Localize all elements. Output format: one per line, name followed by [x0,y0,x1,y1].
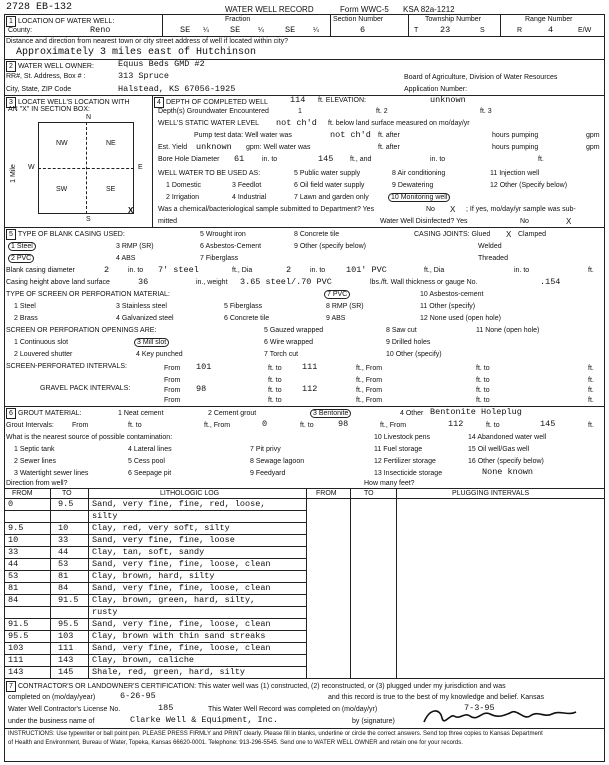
diam-ftdia-2: ft., Dia [424,267,445,274]
casing-pvc-selected: 2 PVC [8,254,34,263]
log-cell-from: 53 [8,571,19,581]
screen-abs: 9 ABS [326,315,346,322]
nw-label: NW [56,140,68,147]
chem-no: No [426,206,435,213]
log-cell-to: 81 [58,571,69,581]
se-label: SE [106,186,116,193]
grout-other: 4 Other [400,410,424,417]
pump-label: Pump test data: Well water was [194,132,292,139]
quarter-mark: ¼ [258,27,264,34]
grout-to: 98 [338,419,349,429]
screen-steel: 1 Steel [14,303,36,310]
fraction-label: Fraction [225,16,251,23]
diam-2: 2 [286,265,292,275]
grout-intervals-label: Grout Intervals: [6,422,54,429]
joints-clamped: Clamped [518,231,547,238]
opening-drilled: 9 Drilled holes [386,339,431,346]
elevation-value: unknown [430,95,466,105]
log-row-divider [4,606,306,607]
diam-1: 2 [104,265,110,275]
log-cell-desc: Clay, red, very soft, silty [92,523,230,533]
height-value: 36 [138,277,149,287]
address-label: RR#, St. Address, Box # : [6,73,86,80]
screen-fiberglass: 5 Fiberglass [224,303,263,310]
gravel-to: 112 [302,384,318,394]
screen-label: TYPE OF SCREEN OR PERFORATION MATERIAL: [6,291,170,298]
form-title: WATER WELL RECORD [225,5,314,14]
screen-concrete: 6 Concrete tile [224,315,270,322]
contam-abandoned: 14 Abandoned water well [468,434,547,441]
log-cell-from: 0 [8,499,14,509]
certification-text-2: and this record is true to the best of my knowledge and belief. Kansas [328,694,544,701]
use-irrigation: 2 Irrigation [166,194,200,201]
use-lawn: 7 Lawn and garden only [294,194,369,201]
log-cell-from: 143 [8,667,24,677]
use-monitoring-selected: 10 Monitoring well [388,193,450,202]
log-cell-from: 9.5 [8,523,24,533]
casing-steel-selected: 1 Steel [8,242,36,251]
pump-value: not ch'd [330,130,371,140]
grout-bentonite-selected: 3 Bentonite [310,409,351,418]
mitted-label: mitted [158,218,178,225]
log-cell-desc: Clay, brown, hard, silty [92,571,215,581]
opening-other: 10 Other (specify) [386,351,442,358]
weight-value: 3.65 steel/.70 PVC [240,277,332,287]
screen-galvanized: 4 Galvanized steel [116,315,174,322]
log-cell-desc: Sand, very fine, fine, loose, clean [92,619,271,629]
use-injection: 11 Injection well [490,170,540,177]
use-domestic: 1 Domestic [166,182,202,189]
opening-louvered: 2 Louvered shutter [14,351,73,358]
diam-to: in. to [128,267,144,274]
contam-fertilizer: 12 Fertilizer storage [374,458,436,465]
ksa-reference: KSA 82a-1212 [403,5,455,14]
use-dewatering: 9 Dewatering [392,182,434,189]
log-header-to-2: TO [364,490,374,497]
business-value: Clarke Well & Equipment, Inc. [130,715,278,725]
gravel-from-label: From [164,387,181,394]
log-header-from-2: FROM [316,490,337,497]
screen-to-2: ft. to [476,365,490,372]
screen-to-4: ft. to [476,377,490,384]
address-value: 313 Spruce [118,71,170,81]
how-many-label: How many feet? [364,480,415,487]
completed-label: completed on (mo/day/year) [8,694,96,701]
record-completed-label: This Water Well Record was completed on (mo/day/yr) [208,706,378,713]
bore-value: 61 [234,154,245,164]
grout-from-label-1: From [72,422,89,429]
record-completed-value: 7-3-95 [464,703,495,713]
screen-from-2: ft., From [356,365,383,372]
diam-to-3: in. to [514,267,530,274]
casing-concrete: 8 Concrete tile [294,231,340,238]
township-value: 23 [440,25,451,35]
license-value: 185 [158,703,174,713]
grout-ft: ft. [588,422,594,429]
casing-abs: 4 ABS [116,255,136,262]
use-ac: 8 Air conditioning [392,170,446,177]
quarter-mark: ¼ [313,27,319,34]
south-label: S [86,216,91,223]
screen-from-label-2: From [164,377,181,384]
screen-from-3: ft., From [356,377,383,384]
yield-tail: ft. after [378,144,400,151]
opening-saw: 8 Saw cut [386,327,417,334]
owner-name: Equus Beds GMD #2 [118,59,205,69]
weight-label: in., weight [196,279,228,286]
opening-continuous: 1 Continuous slot [14,339,69,346]
gravel-from-2: ft., From [356,387,383,394]
yield-label: Est. Yield [158,144,188,151]
board-label: Board of Agriculture, Division of Water Resources [404,74,558,81]
log-cell-to: 9.5 [58,499,74,509]
gravel-to-2: ft. to [476,387,490,394]
log-cell-from: 44 [8,559,19,569]
sw-label: SW [56,186,68,193]
grout-to-label-1: ft. to [128,422,142,429]
screen-from-label: From [164,365,181,372]
log-cell-desc: Sand, very fine, fine, loose, clean [92,583,271,593]
opening-gauzed: 5 Gauzed wrapped [264,327,324,334]
section-value: 6 [360,25,366,35]
yield-value: unknown [196,142,232,152]
instructions-text-2: of Health and Environment, Bureau of Water, Topeka, Kansas 66620-0001. Telephone: 913-296-5545. Send one to WATER WELL OWNER and retain one for your records. [8,740,463,746]
gravel-ft: ft. [588,387,594,394]
grout-from-2: 112 [448,419,464,429]
glued-x: X [506,230,512,239]
opening-wire: 6 Wire wrapped [264,339,314,346]
fraction-1: SE [180,25,191,35]
section-label: Section Number [333,16,384,23]
log-header-from: FROM [12,490,33,497]
range-direction: E/W [578,27,592,34]
groundwater-2: ft. 2 [376,108,388,115]
casing-label: 5 TYPE OF BLANK CASING USED: [6,229,125,240]
contam-other: 16 Other (specify below) [468,458,544,465]
casing-wrought: 5 Wrought iron [200,231,246,238]
use-public: 5 Public water supply [294,170,361,177]
contamination-label: What is the nearest source of possible contamination: [6,434,173,441]
chem-tail: ; If yes, mo/day/yr sample was sub- [466,206,576,213]
locate-label: 3 LOCATE WELL'S LOCATION WITH [6,97,130,108]
static-tail: ft. below land surface measured on mo/day/yr [328,120,470,127]
casing-asbestos: 6 Asbestos-Cement [200,243,262,250]
contam-privy: 7 Pit privy [250,446,281,453]
contam-sewer: 2 Sewer lines [14,458,57,465]
log-cell-from: 10 [8,535,19,545]
screen-brass: 2 Brass [14,315,38,322]
county-value: Reno [90,25,111,35]
contam-watertight: 3 Watertight sewer lines [14,470,89,477]
completed-value: 6-26-95 [120,691,156,701]
casing-fiberglass: 7 Fiberglass [200,255,239,262]
diam-ft: ft. [588,267,594,274]
log-cell-from: 103 [8,643,24,653]
log-cell-from: 81 [8,583,19,593]
screen-ft-2: ft. [588,377,594,384]
log-cell-from: 84 [8,595,19,605]
opening-torch: 7 Torch cut [264,351,299,358]
depth-label: 4 DEPTH OF COMPLETED WELL [154,97,268,108]
township-s: S [480,27,485,34]
distance-value: Approximately 3 miles east of Hutchinson [16,47,257,58]
gravel-label: GRAVEL PACK INTERVALS: [40,385,131,392]
hours-label: hours pumping [492,132,539,139]
log-cell-desc: Sand, very fine, fine, loose, clean [92,643,271,653]
screen-other: 11 Other (specify) [420,303,476,310]
bore-label: Bore Hole Diameter [158,156,220,163]
certification-text: 7 CONTRACTOR'S OR LANDOWNER'S CERTIFICATION: This water well was (1) constructed, (2) reconstructed, or (3) plugged under my jurisdiction and was [6,681,506,692]
city-label: City, State, ZIP Code [6,86,72,93]
log-cell-desc: rusty [92,607,118,617]
township-label: Township Number [425,16,482,23]
opening-key: 4 Key punched [136,351,183,358]
contam-fuel: 11 Fuel storage [374,446,423,453]
log-cell-desc: Clay, brown with thin sand streaks [92,631,266,641]
gravel-to-label: ft. to [268,387,282,394]
form-number: Form WWC-5 [340,5,389,14]
document-id: 2728 EB-132 [6,2,73,13]
log-cell-desc: Clay, brown, caliche [92,655,195,665]
log-cell-from: 91.5 [8,619,29,629]
distance-label: Distance and direction from nearest town or city street address of well if located within city? [6,38,289,45]
gpm-label-2: gpm [586,144,600,151]
west-label: W [28,164,35,171]
city-value: Halstead, KS 67056-1925 [118,84,236,94]
grout-to-2: 145 [540,419,556,429]
gauge-label: lbs./ft. Wall thickness or gauge No. [370,279,478,286]
grout-neat: 1 Neat cement [118,410,164,417]
log-cell-to: 53 [58,559,69,569]
log-cell-desc: silty [92,511,118,521]
gravel-to-4: ft. to [476,397,490,404]
grout-label: 6 GROUT MATERIAL: [6,408,81,419]
log-cell-desc: Sand, very fine, fine, loose, clean [92,559,271,569]
gravel-to-label-3: ft. to [268,397,282,404]
screen-none: 12 None used (open hole) [420,315,501,322]
range-r: R [517,27,523,34]
range-value: 4 [548,25,554,35]
log-cell-to: 143 [58,655,74,665]
log-cell-to: 91.5 [58,595,79,605]
use-label: WELL WATER TO BE USED AS: [158,170,261,177]
screen-from: 101 [196,362,212,372]
log-cell-desc: Sand, very fine, fine, loose [92,535,235,545]
gravel-ft-2: ft. [588,397,594,404]
static-value: not ch'd [276,118,317,128]
opening-none: 11 None (open hole) [476,327,540,334]
ne-label: NE [106,140,116,147]
gauge-value: .154 [540,277,561,287]
gravel-from-3: ft., From [356,397,383,404]
joints-threaded: Threaded [478,255,508,262]
log-cell-to: 44 [58,547,69,557]
log-cell-to: 95.5 [58,619,79,629]
application-label: Application Number: [404,86,468,93]
pump-tail: ft. after [378,132,400,139]
location-label: 1 LOCATION OF WATER WELL: [6,16,114,27]
gpm-label: gpm [586,132,600,139]
contam-seepage: 6 Seepage pit [128,470,172,477]
groundwater-3: ft. 3 [480,108,492,115]
fraction-3: SE [285,25,296,35]
screen-stainless: 3 Stainless steel [116,303,167,310]
location-x-mark: X [128,206,134,215]
instructions-text: INSTRUCTIONS: Use typewriter or ball point pen. PLEASE PRESS FIRMLY and PRINT clearly. Please fill in blanks, underline or circle the correct answers. Send top three copies to Kansas Department [8,731,543,737]
locate-label-2: AN "X" IN SECTION BOX: [8,106,90,113]
grout-from-label-3: ft., From [380,422,407,429]
static-label: WELL'S STATIC WATER LEVEL [158,120,260,127]
bore-tail: in. to [430,156,446,163]
grout-to-label-2: ft. to [300,422,314,429]
screen-pvc-selected: 7 PVC [324,290,350,299]
gravel-from: 98 [196,384,207,394]
grout-from: 0 [262,419,268,429]
quarter-mark: ¼ [203,27,209,34]
joints-welded: Welded [478,243,502,250]
contam-lateral: 4 Lateral lines [128,446,172,453]
diam-to-1: 7' steel [158,265,199,275]
hours-label-2: hours pumping [492,144,539,151]
log-cell-to: 33 [58,535,69,545]
use-other: 12 Other (Specify below) [490,182,568,189]
contam-septic: 1 Septic tank [14,446,55,453]
license-label: Water Well Contractor's License No. [8,706,121,713]
signature-label: by (signature) [352,718,395,725]
screen-asbestos: 10 Asbestos-cement [420,291,484,298]
signature-image [420,704,580,728]
use-oilfield: 6 Oil field water supply [294,182,365,189]
screen-to-label-3: ft. to [268,377,282,384]
grout-to-label-3: ft. to [486,422,500,429]
screen-to: 111 [302,362,318,372]
yield-mid: gpm: Well water was [246,144,311,151]
county-label: County: [8,27,33,34]
business-label: under the business name of [8,718,95,725]
groundwater-1: 1 [298,108,302,115]
log-header-lithology: LITHOLOGIC LOG [160,490,220,497]
log-row-divider [4,510,306,511]
bore-ft: ft. [538,156,544,163]
contam-lagoon: 8 Sewage lagoon [250,458,305,465]
direction-label: Direction from well? [6,480,68,487]
diam-to-2-label: in. to [310,267,326,274]
openings-label: SCREEN OR PERFORATION OPENINGS ARE: [6,327,157,334]
disinfected-label: Water Well Disinfected? Yes [380,218,468,225]
opening-mill-selected: 3 Mill slot [134,338,169,347]
log-cell-from: 95.5 [8,631,29,641]
casing-rmp: 3 RMP (SR) [116,243,154,250]
groundwater-label: Depth(s) Groundwater Encountered [158,108,269,115]
log-cell-desc: Sand, very fine, fine, red, loose, [92,499,266,509]
disinfected-no: No [520,218,529,225]
log-cell-to: 103 [58,631,74,641]
log-header-plugging: PLUGGING INTERVALS [452,490,530,497]
grout-other-value: Bentonite Holeplug [430,407,522,417]
bore-depth: 145 [318,154,334,164]
joints-label: CASING JOINTS: Glued [414,231,491,238]
township-t: T [414,27,419,34]
east-label: E [138,164,143,171]
contam-feedyard: 9 Feedyard [250,470,286,477]
diam-ftdia: ft., Dia [232,267,253,274]
grout-cement: 2 Cement grout [208,410,257,417]
use-feedlot: 3 Feedlot [232,182,262,189]
grout-from-label-2: ft., From [204,422,231,429]
fraction-2: SE [230,25,241,35]
screen-ft: ft. [588,365,594,372]
contam-oilgas: 15 Oil well/Gas well [468,446,530,453]
bore-and: ft., and [350,156,372,163]
screen-intervals-label: SCREEN-PERFORATED INTERVALS: [6,363,127,370]
log-cell-desc: Shale, red, green, hard, silty [92,667,246,677]
height-label: Casing height above land surface [6,279,110,286]
contam-insecticide: 13 Insecticide storage [374,470,443,477]
log-cell-desc: Clay, brown, green, hard, silty, [92,595,256,605]
disinfected-x: X [566,217,572,226]
log-header-to: TO [62,490,72,497]
diam-label: Blank casing diameter [6,267,75,274]
north-label: N [86,114,92,121]
use-industrial: 4 Industrial [232,194,267,201]
casing-other: 9 Other (specify below) [294,243,366,250]
log-cell-from: 111 [8,655,24,665]
screen-to-label: ft. to [268,365,282,372]
mile-label: 1 Mile [9,164,17,183]
contam-cesspool: 5 Cess pool [128,458,165,465]
chem-label: Was a chemical/bacteriological sample submitted to Department? Yes [158,206,375,213]
chem-x: X [450,205,456,214]
elevation-label: ft. ELEVATION: [318,97,366,104]
log-cell-to: 111 [58,643,74,653]
contam-other-value: None known [482,467,534,477]
owner-label: 2 WATER WELL OWNER: [6,61,94,72]
log-cell-to: 84 [58,583,69,593]
log-cell-to: 145 [58,667,74,677]
bore-to: in. to [262,156,278,163]
range-label: Range Number [525,16,573,23]
diam-to-2: 101' PVC [346,265,387,275]
log-cell-from: 33 [8,547,19,557]
contam-livestock: 10 Livestock pens [374,434,431,441]
log-cell-desc: Clay, tan, soft, sandy [92,547,205,557]
log-cell-to: 10 [58,523,69,533]
depth-value: 114 [290,95,306,105]
gravel-from-label-2: From [164,397,181,404]
screen-rmp: 8 RMP (SR) [326,303,364,310]
